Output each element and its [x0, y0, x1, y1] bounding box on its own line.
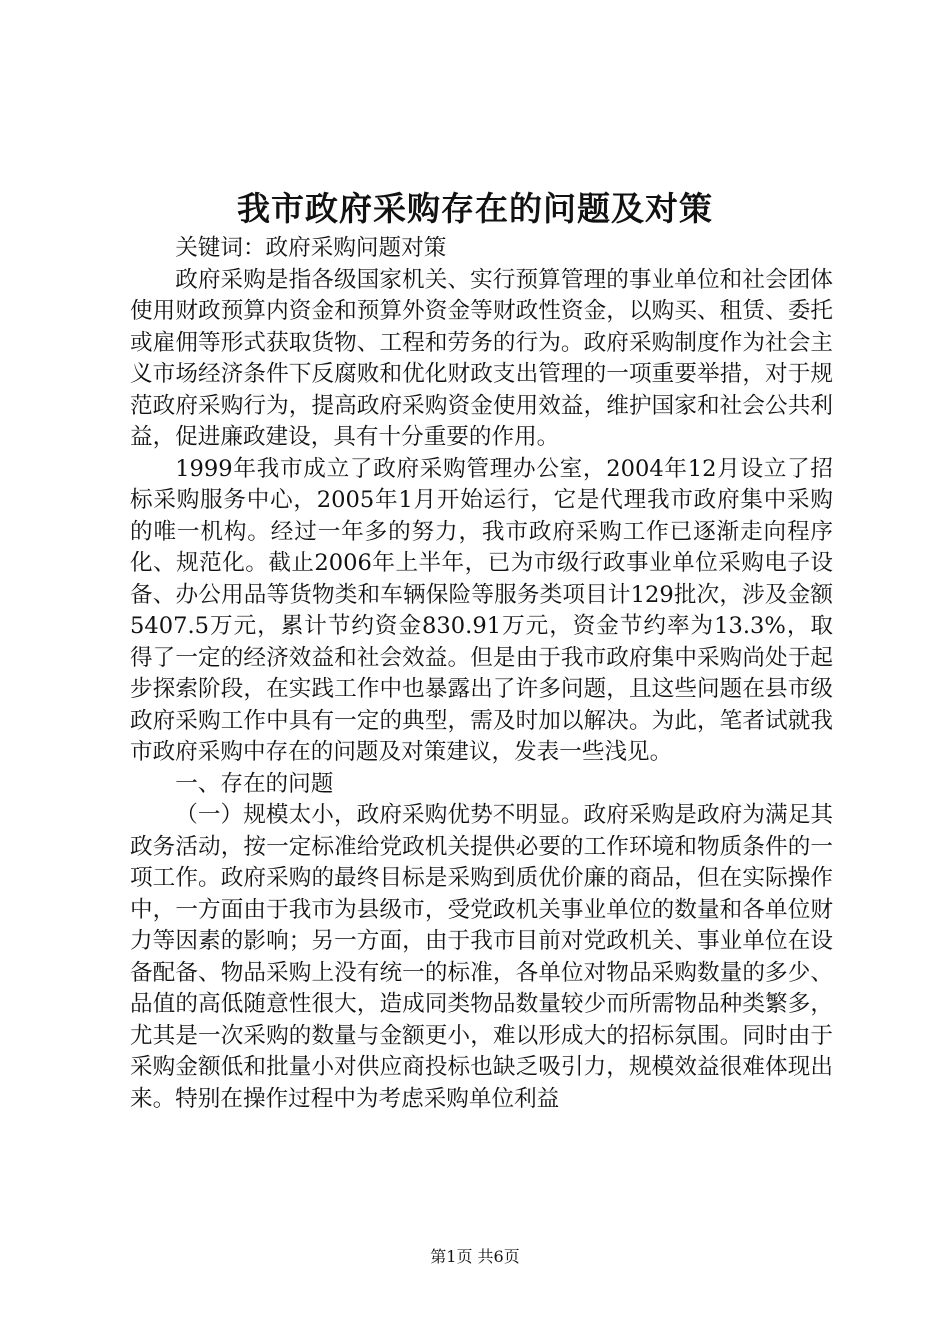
document-title: 我市政府采购存在的问题及对策 — [237, 189, 713, 228]
page-footer: 第1页 共6页 — [430, 1247, 520, 1266]
document-body — [130, 233, 833, 1115]
paragraph-section-one: （一）规模太小，政府采购优势不明显。政府采购是政府为满足其政务活动，按一定标准给党政机关提供必要的工作环境和物质条件的一项工作。政府采购的最终目标是采购到质优价廉的商品，但在实际操作中，一方面由于我市为县级市，受党政机关事业单位的数量和各单位财力等因素的影响；另一方面，由于我市目前对党政机关、事业单位在设备配备、物品采购上没有统一的标准，各单位对物品采购数量的多少、品值的高低随意性很大，造成同类物品数量较少而所需物品种类繁多，尤其是一次采购的数量与金额更小，难以形成大的招标氛围。同时由于采购金额低和批量小对供应商投标也缺乏吸引力，规模效益很难体现出来。特别在操作过程中为考虑采购单位利益 — [130, 802, 833, 1112]
paragraph-intro: 政府采购是指各级国家机关、实行预算管理的事业单位和社会团体使用财政预算内资金和预算外资金等财政性资金，以购买、租赁、委托或雇佣等形式获取货物、工程和劳务的行为。政府采购制度作为社会主义市场经济条件下反腐败和优化财政支出管理的一项重要举措，对于规范政府采购行为，提高政府采购资金使用效益，维护国家和社会公共利益，促进廉政建设，具有十分重要的作用。 — [130, 266, 833, 450]
keywords-line: 关键词：政府采购问题对策 — [175, 235, 447, 261]
section-heading: 一、存在的问题 — [175, 770, 334, 797]
paragraph-background: 1999年我市成立了政府采购管理办公室，2004年12月设立了招标采购服务中心，2005年1月开始运行，它是代理我市政府集中采购的唯一机构。经过一年多的努力，我市政府采购工作已逐渐走向程序化、规范化。截止2006年上半年，已为市级行政事业单位采购电子设备、办公用品等货物类和车辆保险等服务类项目计129批次，涉及金额5407.5万元，累计节约资金830.91万元，资金节约率为13.3%，取得了一定的经济效益和社会效益。但是由于我市政府集中采购尚处于起步探索阶段，在实践工作中也暴露出了许多问题，且这些问题在县市级政府采购工作中具有一定的典型，需及时加以解决。为此，笔者试就我市政府采购中存在的问题及对策建议，发表一些浅见。 — [130, 455, 833, 765]
